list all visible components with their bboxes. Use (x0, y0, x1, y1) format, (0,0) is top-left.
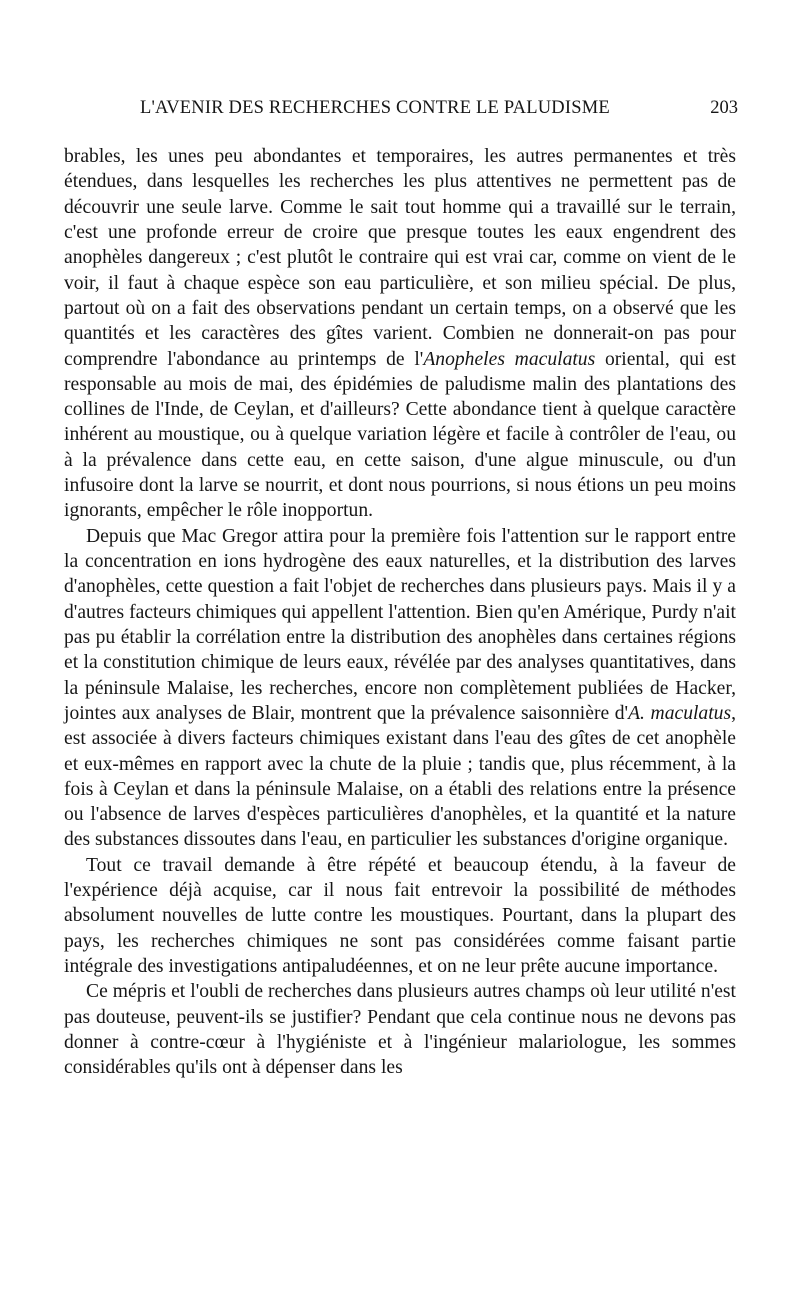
paragraph-3 (64, 853, 736, 980)
page-number: 203 (710, 98, 738, 118)
species-abbrev-italic: A. maculatus (628, 702, 732, 724)
paragraph-4-text: Ce mépris et l'oubli de recherches dans plusieurs autres champs où leur utilité n'est pas douteuse, peuvent-ils se justifier? Pendant que cela continue nous ne devons pas donner à contre-cœur à l'hygiéniste et à l'ingénieur malariologue, les sommes considérables qu'ils ont à dépenser dans les (64, 981, 736, 1079)
paragraph-4 (64, 979, 736, 1080)
body-text (64, 144, 736, 1081)
species-name-italic: Anopheles maculatus (423, 348, 596, 370)
running-header (62, 96, 738, 126)
paragraph-1 (64, 144, 736, 524)
paragraph-3-text: Tout ce travail demande à être répété et beaucoup étendu, à la faveur de l'expérience déjà acquise, car il nous fait entrevoir la possibilité de méthodes absolument nouvelles de lutte contre les moustiques. Pourtant, dans la plupart des pays, les recherches chimiques ne sont pas considérées comme faisant partie intégrale des investigations antipaludéennes, et on ne leur prête aucune importance. (64, 854, 736, 977)
paragraph-1-text-a: brables, les unes peu abondantes et temporaires, les autres permanentes et très étendues, dans lesquelles les recherches les plus attentives ne permettent pas de découvrir une seule larve. Comme le sait tout homme qui a travaillé sur le terrain, c'est une profonde erreur de croire que presque toutes les eaux engendrent des anophèles dangereux ; c'est plutôt le contraire qui est vrai car, comme on vient de le voir, il faut à chaque espèce son eau particulière, et son milieu spécial. De plus, partout où on a fait des observations pendant un certain temps, on a observé que les quantités et les caractères des gîtes varient. Combien ne donnerait-on pas pour comprendre l'abondance au printemps de l' (64, 146, 736, 370)
paragraph-2-text-b: , est associée à divers facteurs chimiques existant dans l'eau des gîtes de cet anophèle et eux-mêmes en rapport avec la chute de la pluie ; tandis que, plus récemment, à la fois à Ceylan et dans la péninsule Malaise, on a établi des relations entre la présence ou l'absence de larves d'espèces particulières d'anophèles, et la quantité et la nature des substances dissoutes dans l'eau, en particulier les substances d'origine organique. (64, 702, 737, 851)
paragraph-2 (64, 524, 736, 853)
paragraph-2-text-a: Depuis que Mac Gregor attira pour la première fois l'attention sur le rapport entre la concentration en ions hydrogène des eaux naturelles, et la distribution des larves d'anophèles, cette question a fait l'objet de recherches dans plusieurs pays. Mais il y a d'autres facteurs chimiques qui appellent l'attention. Bien qu'en Amérique, Purdy n'ait pas pu établir la corrélation entre la distribution des anophèles dans certaines régions et la constitution chimique de leurs eaux, révélée par des analyses quantitatives, dans la péninsule Malaise, les recherches, encore non complètement publiées de Hacker, jointes aux analyses de Blair, montrent que la prévalence saisonnière d' (64, 525, 736, 724)
running-title: L'AVENIR DES RECHERCHES CONTRE LE PALUDISME (140, 98, 610, 118)
paragraph-1-text-b: oriental, qui est responsable au mois de mai, des épidémies de paludisme malin des plantations des collines de l'Inde, de Ceylan, et d'ailleurs? Cette abondance tient à quelque caractère inhérent au moustique, ou à quelque variation légère et facile à contrôler de l'eau, ou à la prévalence dans cette eau, en cette saison, d'une algue minuscule, ou d'un infusoire dont la larve se nourrit, et dont nous pourrions, si nous étions un peu moins ignorants, empêcher le rôle inopportun. (64, 348, 736, 522)
